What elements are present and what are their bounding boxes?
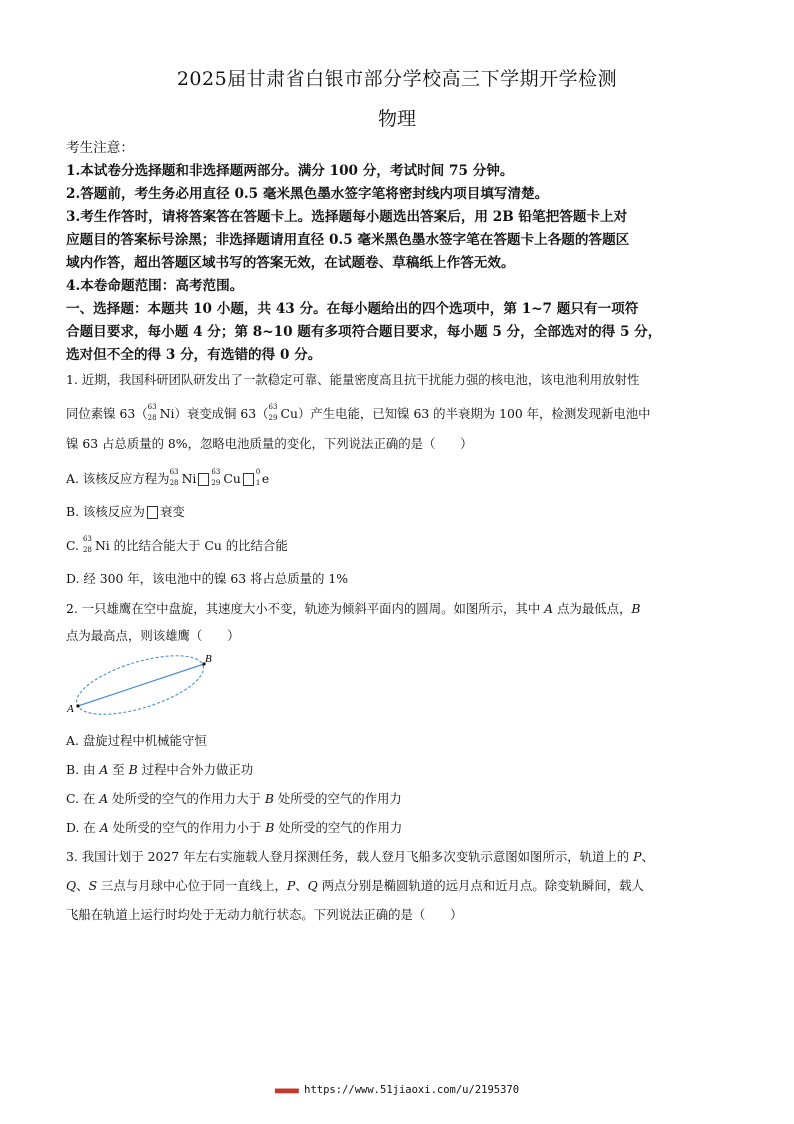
footer-tag: ■■■■■■ bbox=[274, 1086, 298, 1095]
q2-stem-line-1: 2. 一只雄鹰在空中盘旋，其速度大小不变，轨迹为倾斜平面内的圆周。如图所示，其中 A 点为最低点，B bbox=[66, 601, 641, 616]
ni-symbol: Ni bbox=[159, 406, 175, 421]
section-line-1: 一、选择题：本题共 10 小题，共 43 分。在每小题给出的四个选项中，第 1~7 题只有一项符 bbox=[66, 301, 639, 317]
q2-option-d: D. 在 A 处所受的空气的作用力小于 B 处所受的空气的作用力 bbox=[66, 820, 403, 835]
footer-link[interactable] bbox=[0, 1084, 794, 1096]
footer-url[interactable]: https://www.51jiaoxi.com/u/2195370 bbox=[304, 1084, 520, 1096]
section-line-3: 选对但不全的得 3 分，有选错的得 0 分。 bbox=[66, 347, 322, 363]
cu-symbol: Cu bbox=[280, 406, 299, 421]
q1-option-a: A. 该核反应方程为 63 28 Ni 63 29 Cu 0 1 e bbox=[66, 467, 270, 487]
notice-heading: 考生注意： bbox=[66, 140, 134, 156]
q1-stem-line-3: 镍 63 占总质量的 8%，忽略电池质量的变化，下列说法正确的是（ ） bbox=[66, 436, 473, 451]
eagle-orbit-figure bbox=[64, 648, 224, 718]
notice-line-6: 4.本卷命题范围：高考范围。 bbox=[66, 278, 244, 294]
notice-line-5: 域内作答，超出答题区域书写的答案无效，在试题卷、草稿纸上作答无效。 bbox=[66, 255, 515, 271]
subject-title: 物理 bbox=[377, 108, 416, 130]
q2-option-a: A. 盘旋过程中机械能守恒 bbox=[66, 733, 207, 748]
q1-option-d: D. 经 300 年，该电池中的镍 63 将占总质量的 1% bbox=[66, 571, 348, 586]
q1-stem-line-2: 同位素镍 63（ 63 28 Ni）衰变成铜 63（ 63 29 Cu）产生电能，已知镍 63 的半衰期为 100 年，检测发现新电池中 bbox=[66, 402, 651, 422]
notice-line-1: 1.本试卷分选择题和非选择题两部分。满分 100 分，考试时间 75 分钟。 bbox=[66, 163, 514, 179]
page-title: 2025届甘肃省白银市部分学校高三下学期开学检测 bbox=[176, 68, 618, 90]
q1-stem-line-1: 1. 近期，我国科研团队研发出了一款稳定可靠、能量密度高且抗干扰能力强的核电池，该电池利用放射性 bbox=[66, 372, 640, 387]
q1-option-b: B. 该核反应为 衰变 bbox=[66, 504, 185, 519]
label-a: A bbox=[67, 703, 74, 715]
missing-glyph-box bbox=[243, 473, 254, 486]
orbit-diameter-line bbox=[78, 664, 204, 706]
q2-stem-line-2: 点为最高点，则该雄鹰（ ） bbox=[66, 628, 240, 643]
q3-stem-line-1: 3. 我国计划于 2027 年左右实施载人登月探测任务，载人登月飞船多次变轨示意图如图所示，轨道上的 P、 bbox=[66, 849, 654, 864]
q2-option-b: B. 由 A 至 B 过程中合外力做正功 bbox=[66, 762, 254, 777]
q3-stem-line-3: 飞船在轨道上运行时均处于无动力航行状态。下列说法正确的是（ ） bbox=[66, 907, 463, 922]
q3-stem-line-2: Q、S 三点与月球中心位于同一直线上，P、Q 两点分别是椭圆轨道的远月点和近月点。除变轨瞬间，载人 bbox=[66, 878, 644, 893]
orbit-ellipse bbox=[70, 648, 210, 718]
notice-line-4: 应题目的答案标号涂黑；非选择题请用直径 0.5 毫米黑色墨水签字笔在答题卡上各题的答题区 bbox=[66, 232, 630, 248]
point-a-dot bbox=[76, 704, 79, 707]
section-line-2: 合题目要求，每小题 4 分；第 8~10 题有多项符合题目要求，每小题 5 分，全部选对的得 5 分， bbox=[66, 324, 662, 340]
missing-glyph-box bbox=[147, 506, 158, 519]
q1-option-c: C. 63 28 Ni 的比结合能大于 Cu 的比结合能 bbox=[66, 534, 288, 554]
notice-line-3: 3.考生作答时，请将答案答在答题卡上。选择题每小题选出答案后，用 2B 铅笔把答题卡上对 bbox=[66, 209, 628, 225]
missing-glyph-box bbox=[198, 473, 209, 486]
q2-option-c: C. 在 A 处所受的空气的作用力大于 B 处所受的空气的作用力 bbox=[66, 791, 402, 806]
label-b: B bbox=[205, 653, 212, 665]
notice-line-2: 2.答题前，考生务必用直径 0.5 毫米黑色墨水签字笔将密封线内项目填写清楚。 bbox=[66, 186, 549, 202]
